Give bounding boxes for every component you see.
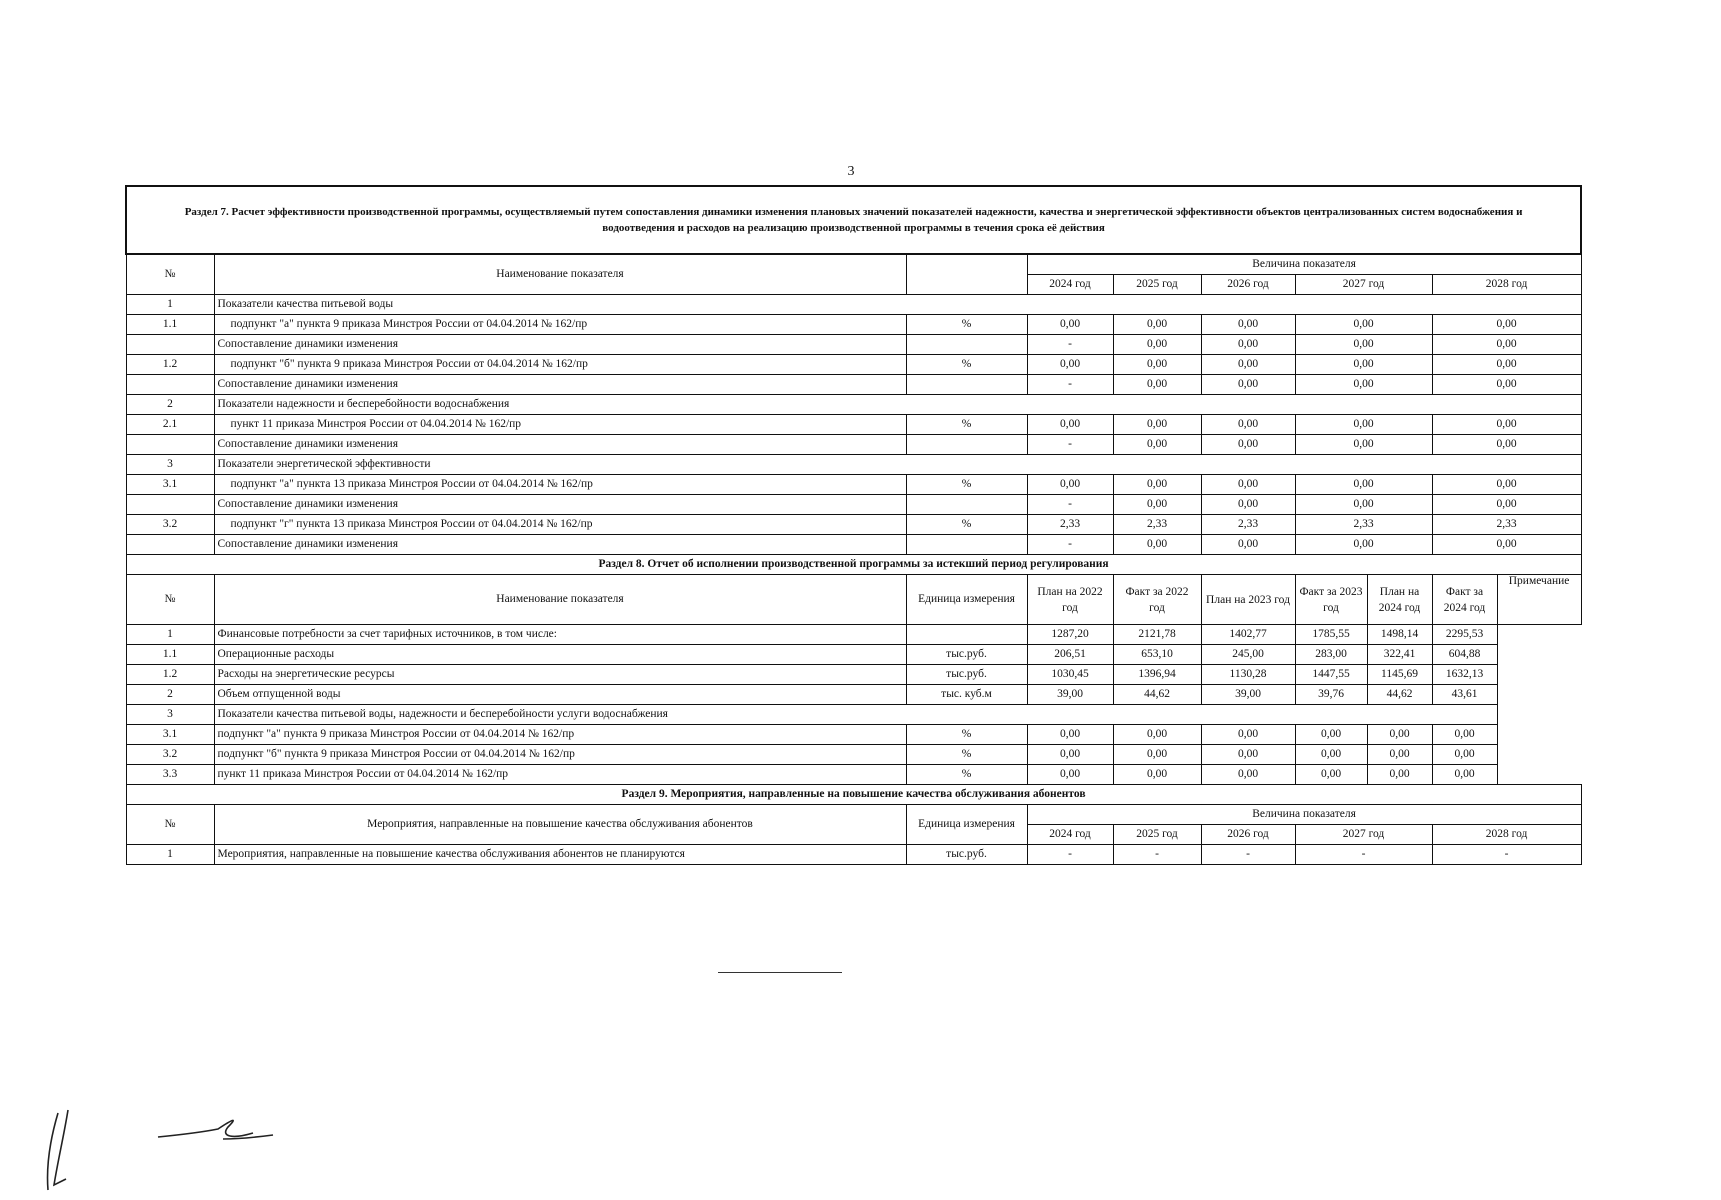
row-group-name: Показатели качества питьевой воды: [214, 295, 1581, 315]
row-value: 2,33: [1295, 515, 1432, 535]
row-value: 0,00: [1295, 725, 1367, 745]
row-unit: %: [906, 415, 1027, 435]
row-value: 653,10: [1113, 645, 1201, 665]
row-value: -: [1113, 845, 1201, 865]
row-value: 0,00: [1432, 535, 1581, 555]
document-body: [125, 185, 1580, 865]
row-name: подпункт "б" пункта 9 приказа Минстроя России от 04.04.2014 № 162/пр: [214, 745, 906, 765]
row-name: Финансовые потребности за счет тарифных источников, в том числе:: [214, 625, 906, 645]
row-value: 0,00: [1027, 725, 1113, 745]
row-number: 3: [126, 705, 214, 725]
row-value: 0,00: [1113, 725, 1201, 745]
row-value: 0,00: [1295, 535, 1432, 555]
table-row: [126, 495, 1581, 515]
s8-header-num: №: [126, 575, 214, 625]
row-unit: [906, 625, 1027, 645]
row-name: подпункт "а" пункта 9 приказа Минстроя России от 04.04.2014 № 162/пр: [214, 725, 906, 745]
row-value: 0,00: [1201, 415, 1295, 435]
row-number: 3.2: [126, 745, 214, 765]
row-group-name: Показатели надежности и бесперебойности водоснабжения: [214, 395, 1581, 415]
row-value: 0,00: [1027, 415, 1113, 435]
row-number: 1: [126, 625, 214, 645]
row-value: 0,00: [1201, 475, 1295, 495]
row-value: 0,00: [1295, 435, 1432, 455]
row-number: [126, 535, 214, 555]
table-row: [126, 665, 1581, 685]
row-value: 1632,13: [1432, 665, 1497, 685]
row-name: подпункт "б" пункта 9 приказа Минстроя России от 04.04.2014 № 162/пр: [214, 355, 906, 375]
row-number: 1: [126, 845, 214, 865]
row-value: 1785,55: [1295, 625, 1367, 645]
section8-title: Раздел 8. Отчет об исполнении производственной программы за истекший период регулирования: [126, 555, 1581, 575]
s9-header-year: 2025 год: [1113, 825, 1201, 845]
row-value: 1402,77: [1201, 625, 1295, 645]
row-value: 0,00: [1432, 375, 1581, 395]
row-unit: %: [906, 765, 1027, 785]
row-value: 0,00: [1027, 475, 1113, 495]
row-value: -: [1432, 845, 1581, 865]
table-row: [126, 745, 1581, 765]
row-value: 0,00: [1201, 765, 1295, 785]
row-value: 2295,53: [1432, 625, 1497, 645]
row-group-name: Показатели качества питьевой воды, надежности и бесперебойности услуги водоснабжения: [214, 705, 1497, 725]
row-value: 0,00: [1201, 375, 1295, 395]
table-row: [126, 355, 1581, 375]
row-value: 0,00: [1201, 315, 1295, 335]
row-value: 44,62: [1113, 685, 1201, 705]
section9-rows: [126, 845, 1581, 865]
row-unit: [906, 535, 1027, 555]
row-unit: [906, 435, 1027, 455]
separator-line: [718, 972, 842, 973]
row-number: 3.2: [126, 515, 214, 535]
row-value: 1287,20: [1027, 625, 1113, 645]
s9-header-year: 2027 год: [1295, 825, 1432, 845]
table-row: [126, 765, 1581, 785]
s9-header-year: 2028 год: [1432, 825, 1581, 845]
row-name: Сопоставление динамики изменения: [214, 495, 906, 515]
table-row: [126, 395, 1581, 415]
row-name: Сопоставление динамики изменения: [214, 535, 906, 555]
row-unit: %: [906, 515, 1027, 535]
s7-header-year: 2027 год: [1295, 275, 1432, 295]
row-value: 0,00: [1432, 435, 1581, 455]
row-unit: тыс. куб.м: [906, 685, 1027, 705]
row-number: 1.1: [126, 645, 214, 665]
row-value: 39,00: [1201, 685, 1295, 705]
row-value: 1130,28: [1201, 665, 1295, 685]
table-row: [126, 725, 1581, 745]
row-unit: [906, 495, 1027, 515]
row-value: 0,00: [1295, 375, 1432, 395]
s7-header-year: 2026 год: [1201, 275, 1295, 295]
row-value: 0,00: [1113, 415, 1201, 435]
row-value: 0,00: [1367, 725, 1432, 745]
row-name: Объем отпущенной воды: [214, 685, 906, 705]
row-number: 3: [126, 455, 214, 475]
row-value: -: [1201, 845, 1295, 865]
row-value: 0,00: [1432, 475, 1581, 495]
row-number: 3.3: [126, 765, 214, 785]
row-unit: %: [906, 725, 1027, 745]
row-value: 0,00: [1027, 315, 1113, 335]
row-name: пункт 11 приказа Минстроя России от 04.04.2014 № 162/пр: [214, 765, 906, 785]
row-unit: %: [906, 475, 1027, 495]
s9-header-unit: Единица измерения: [906, 805, 1027, 845]
s7-header-year: 2024 год: [1027, 275, 1113, 295]
row-value: 0,00: [1201, 495, 1295, 515]
row-value: 245,00: [1201, 645, 1295, 665]
row-name: Сопоставление динамики изменения: [214, 435, 906, 455]
table-row: [126, 475, 1581, 495]
s8-header-col: План на 2023 год: [1201, 575, 1295, 625]
row-value: 43,61: [1432, 685, 1497, 705]
table-row: [126, 315, 1581, 335]
row-value: 0,00: [1295, 315, 1432, 335]
row-value: 1447,55: [1295, 665, 1367, 685]
row-value: 0,00: [1201, 745, 1295, 765]
row-value: 0,00: [1113, 535, 1201, 555]
row-value: 0,00: [1201, 355, 1295, 375]
section7-title: Раздел 7. Расчет эффективности производственной программы, осуществляемый путем сопоставления динамики изменения плановых значений показателей надежности, качества и энергетической эффективности объектов централизованных систем водоснабжения и водоотведения и расходов на реализацию производственной программы в течения срока её действия: [126, 186, 1581, 254]
row-unit: %: [906, 315, 1027, 335]
row-value: 0,00: [1113, 475, 1201, 495]
row-value: 0,00: [1113, 315, 1201, 335]
row-number: 2.1: [126, 415, 214, 435]
row-value: 604,88: [1432, 645, 1497, 665]
row-value: 1030,45: [1027, 665, 1113, 685]
table-row: [126, 295, 1581, 315]
row-value: 1498,14: [1367, 625, 1432, 645]
row-unit: %: [906, 355, 1027, 375]
row-number: [126, 435, 214, 455]
row-value: 0,00: [1113, 335, 1201, 355]
table-row: [126, 335, 1581, 355]
row-number: 2: [126, 685, 214, 705]
row-number: [126, 495, 214, 515]
row-value: 0,00: [1295, 495, 1432, 515]
row-name: пункт 11 приказа Минстроя России от 04.04.2014 № 162/пр: [214, 415, 906, 435]
row-number: 1.1: [126, 315, 214, 335]
s7-header-num: №: [126, 254, 214, 295]
row-value: 2,33: [1113, 515, 1201, 535]
row-number: 1.2: [126, 355, 214, 375]
row-value: 0,00: [1113, 355, 1201, 375]
row-unit: [906, 335, 1027, 355]
row-value: 2,33: [1432, 515, 1581, 535]
s8-header-col: План на 2024 год: [1367, 575, 1432, 625]
s8-header-unit: Единица измерения: [906, 575, 1027, 625]
row-value: 0,00: [1113, 745, 1201, 765]
row-value: -: [1027, 535, 1113, 555]
row-value: 0,00: [1432, 415, 1581, 435]
row-value: 0,00: [1367, 745, 1432, 765]
s7-header-group: Величина показателя: [1027, 254, 1581, 275]
table-row: [126, 685, 1581, 705]
s9-header-name: Мероприятия, направленные на повышение качества обслуживания абонентов: [214, 805, 906, 845]
row-value: -: [1027, 845, 1113, 865]
row-unit: тыс.руб.: [906, 645, 1027, 665]
row-value: 0,00: [1201, 725, 1295, 745]
row-value: 0,00: [1432, 765, 1497, 785]
table-row: [126, 645, 1581, 665]
s9-header-year: 2026 год: [1201, 825, 1295, 845]
row-value: -: [1027, 495, 1113, 515]
table-row: [126, 375, 1581, 395]
row-value: 1396,94: [1113, 665, 1201, 685]
row-unit: %: [906, 745, 1027, 765]
row-name: Операционные расходы: [214, 645, 906, 665]
row-number: 2: [126, 395, 214, 415]
table-row: [126, 415, 1581, 435]
row-group-name: Показатели энергетической эффективности: [214, 455, 1581, 475]
row-value: 44,62: [1367, 685, 1432, 705]
row-value: 0,00: [1432, 745, 1497, 765]
row-value: 0,00: [1113, 435, 1201, 455]
row-value: 0,00: [1201, 335, 1295, 355]
handwritten-signature: [28, 1105, 278, 1195]
row-unit: тыс.руб.: [906, 665, 1027, 685]
row-value: 0,00: [1295, 475, 1432, 495]
s8-header-note: Примечание: [1497, 575, 1581, 625]
row-number: [126, 335, 214, 355]
row-number: [126, 375, 214, 395]
row-value: 0,00: [1432, 335, 1581, 355]
row-value: 0,00: [1432, 495, 1581, 515]
row-value: 2,33: [1201, 515, 1295, 535]
row-name: Сопоставление динамики изменения: [214, 375, 906, 395]
row-value: -: [1295, 845, 1432, 865]
report-table: [125, 185, 1582, 865]
row-value: 0,00: [1295, 745, 1367, 765]
row-value: 206,51: [1027, 645, 1113, 665]
row-value: 0,00: [1295, 765, 1367, 785]
row-value: 1145,69: [1367, 665, 1432, 685]
row-name: Мероприятия, направленные на повышение качества обслуживания абонентов не планируются: [214, 845, 906, 865]
row-value: 0,00: [1201, 535, 1295, 555]
s9-header-num: №: [126, 805, 214, 845]
row-value: 0,00: [1432, 315, 1581, 335]
row-value: 0,00: [1113, 765, 1201, 785]
table-row: [126, 845, 1581, 865]
row-value: 39,76: [1295, 685, 1367, 705]
row-value: 0,00: [1113, 495, 1201, 515]
row-value: 0,00: [1295, 335, 1432, 355]
row-value: 2,33: [1027, 515, 1113, 535]
table-row: [126, 535, 1581, 555]
row-value: 0,00: [1432, 355, 1581, 375]
row-value: 0,00: [1113, 375, 1201, 395]
page-number: 3: [847, 164, 855, 179]
s7-header-unit: [906, 254, 1027, 295]
section8-rows: [126, 625, 1581, 785]
section7-rows: [126, 295, 1581, 555]
s8-header-col: Факт за 2023 год: [1295, 575, 1367, 625]
row-name: подпункт "г" пункта 13 приказа Минстроя России от 04.04.2014 № 162/пр: [214, 515, 906, 535]
table-row: [126, 515, 1581, 535]
s9-header-year: 2024 год: [1027, 825, 1113, 845]
row-value: 0,00: [1201, 435, 1295, 455]
row-value: 0,00: [1295, 355, 1432, 375]
table-row: [126, 435, 1581, 455]
row-name: Расходы на энергетические ресурсы: [214, 665, 906, 685]
row-name: подпункт "а" пункта 9 приказа Минстроя России от 04.04.2014 № 162/пр: [214, 315, 906, 335]
row-number: 3.1: [126, 475, 214, 495]
row-value: 322,41: [1367, 645, 1432, 665]
table-row: [126, 705, 1581, 725]
row-value: 0,00: [1367, 765, 1432, 785]
s8-header-name: Наименование показателя: [214, 575, 906, 625]
row-unit: [906, 375, 1027, 395]
row-number: 1.2: [126, 665, 214, 685]
row-unit: тыс.руб.: [906, 845, 1027, 865]
table-row: [126, 625, 1581, 645]
row-number: 3.1: [126, 725, 214, 745]
row-value: 0,00: [1295, 415, 1432, 435]
row-value: 283,00: [1295, 645, 1367, 665]
row-value: -: [1027, 375, 1113, 395]
s7-header-name: Наименование показателя: [214, 254, 906, 295]
row-value: 0,00: [1027, 765, 1113, 785]
row-value: 0,00: [1027, 355, 1113, 375]
row-value: -: [1027, 335, 1113, 355]
row-number: 1: [126, 295, 214, 315]
row-name: подпункт "а" пункта 13 приказа Минстроя России от 04.04.2014 № 162/пр: [214, 475, 906, 495]
row-value: 0,00: [1027, 745, 1113, 765]
s7-header-year: 2025 год: [1113, 275, 1201, 295]
section9-title: Раздел 9. Мероприятия, направленные на повышение качества обслуживания абонентов: [126, 785, 1581, 805]
row-value: -: [1027, 435, 1113, 455]
s7-header-year: 2028 год: [1432, 275, 1581, 295]
row-value: 2121,78: [1113, 625, 1201, 645]
s8-header-col: Факт за 2024 год: [1432, 575, 1497, 625]
row-name: Сопоставление динамики изменения: [214, 335, 906, 355]
s8-header-col: План на 2022 год: [1027, 575, 1113, 625]
s9-header-group: Величина показателя: [1027, 805, 1581, 825]
row-value: 39,00: [1027, 685, 1113, 705]
s8-header-col: Факт за 2022 год: [1113, 575, 1201, 625]
row-value: 0,00: [1432, 725, 1497, 745]
table-row: [126, 455, 1581, 475]
